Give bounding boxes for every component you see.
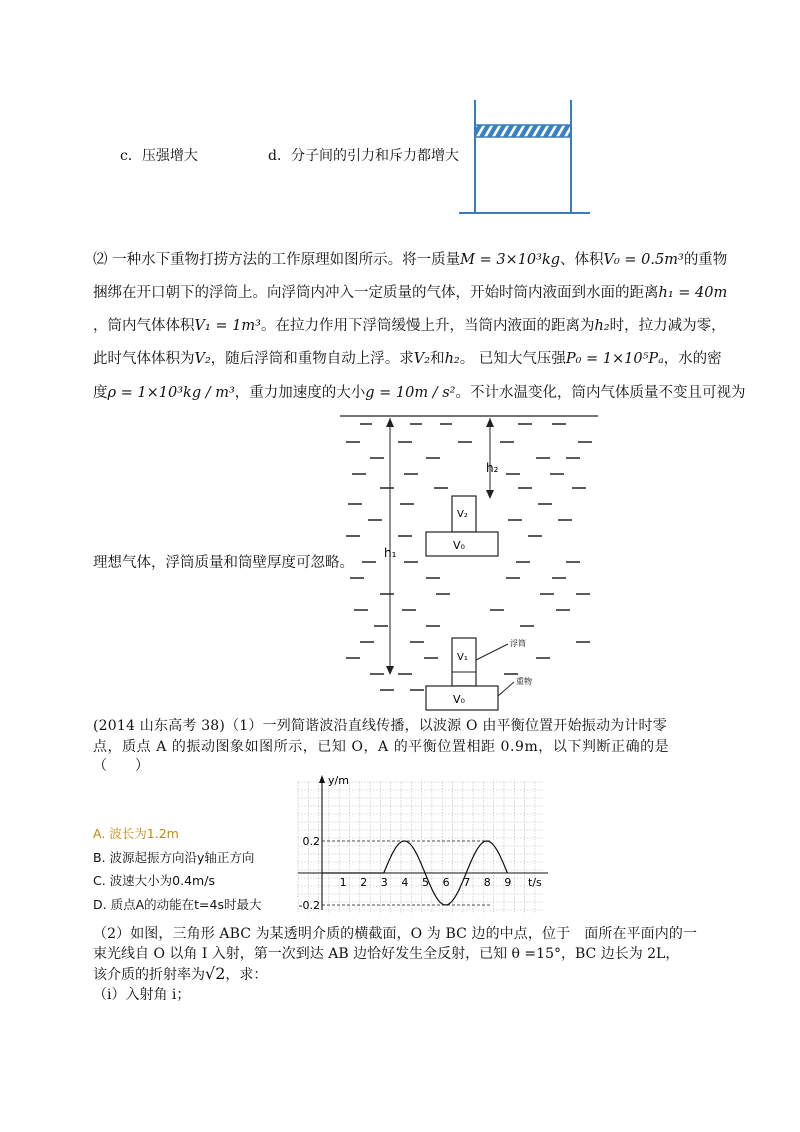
cylinder-piston-figure [455,95,595,220]
float-label: 浮筒 [510,639,526,648]
q4-line-1: （2）如图，三角形 ABC 为某透明介质的横截面，O 为 BC 边的中点，位于 面所在平面内的一 [93,926,698,942]
q3-option-c: C. 波速大小为0.4m/s [93,873,215,888]
q3-option-d: D. 质点A的动能在t=4s时最大 [93,896,262,912]
q3-line-1: (2014 山东高考 38)（1）一列简谐波沿直线传播，以波源 O 由平衡位置开始振动为计时零 [93,718,667,734]
y-axis-label: y/m [328,774,349,787]
x-axis-label: t/s [528,876,542,889]
q3-option-a: A. 波长为1.2m [93,826,179,841]
q3-options [93,822,261,916]
svg-text:V₀: V₀ [453,693,465,706]
piston [476,125,570,137]
q4-line-2: 束光线自 O 以角 I 入射，第一次到达 AB 边恰好发生全反射，已知 θ =15°，BC 边长为 2L， [93,946,680,962]
q2-line-6: 理想气体，浮筒质量和筒壁厚度可忽略。 [93,555,354,571]
x-tick-label: 7 [463,876,471,889]
q2-line-1: ⑵ 一种水下重物打捞方法的工作原理如图所示。将一质量M = 3×10³kg、体积V₀ = 0.5m³的重物 [93,252,728,268]
x-tick-label: 3 [380,876,388,889]
svg-text:V₂: V₂ [457,509,468,520]
q2-line-5: 度ρ = 1×10³kg / m³，重力加速度的大小g = 10m / s²。不计水温变化，筒内气体质量不变且可视为 [93,385,746,401]
q3-line-2: 点，质点 A 的振动图象如图所示，已知 O，A 的平衡位置相距 0.9m，以下判断正确的是 [93,739,670,755]
y-axis-arrow [319,775,325,783]
q4-line-4: （i）入射角 i； [93,987,191,1003]
q4-line-3: 该介质的折射率为√2，求： [93,964,268,983]
x-tick-label: 6 [442,876,450,889]
h2-label: h₂ [486,461,499,475]
buoy-figure [340,412,602,712]
x-tick-label: 2 [360,876,368,889]
q2-line-3: ，筒内气体体积V₁ = 1m³。在拉力作用下浮筒缓慢上升，当筒内液面的距离为h₂时，拉力减为零， [93,318,726,334]
weight-label: 重物 [516,677,532,686]
chart-axes [298,774,548,910]
x-tick-label: 9 [504,876,512,889]
svg-text:V₀: V₀ [453,539,465,552]
y-tick-label: 0.2 [302,835,320,848]
q3-line-3: （ ） [93,758,149,774]
x-tick-label: 1 [339,876,347,889]
q2-line-4: 此时气体体积为V₂，随后浮筒和重物自动上浮。求V₂和h₂。 已知大气压强P₀ = 1×10⁵Pₐ，水的密 [93,351,722,367]
x-tick-label: 5 [422,876,429,889]
q3-option-b: B. 波源起振方向沿y轴正方向 [93,849,255,865]
q2-line-2: 捆绑在开口朝下的浮筒上。向浮筒内冲入一定质量的气体，开始时筒内液面到水面的距离h₁ = 40m [93,285,728,301]
option-c: c．压强增大 [120,148,198,164]
y-tick-label: -0.2 [298,899,320,912]
chart-grid [298,782,544,914]
refractive-index: √2 [205,964,226,983]
option-d: d．分子间的引力和斥力都增大 [268,148,459,164]
vibration-chart [290,772,552,920]
x-tick-label: 4 [401,876,409,889]
h1-label: h₁ [384,546,397,560]
x-tick-label: 8 [483,876,491,889]
svg-text:V₁: V₁ [457,652,468,663]
